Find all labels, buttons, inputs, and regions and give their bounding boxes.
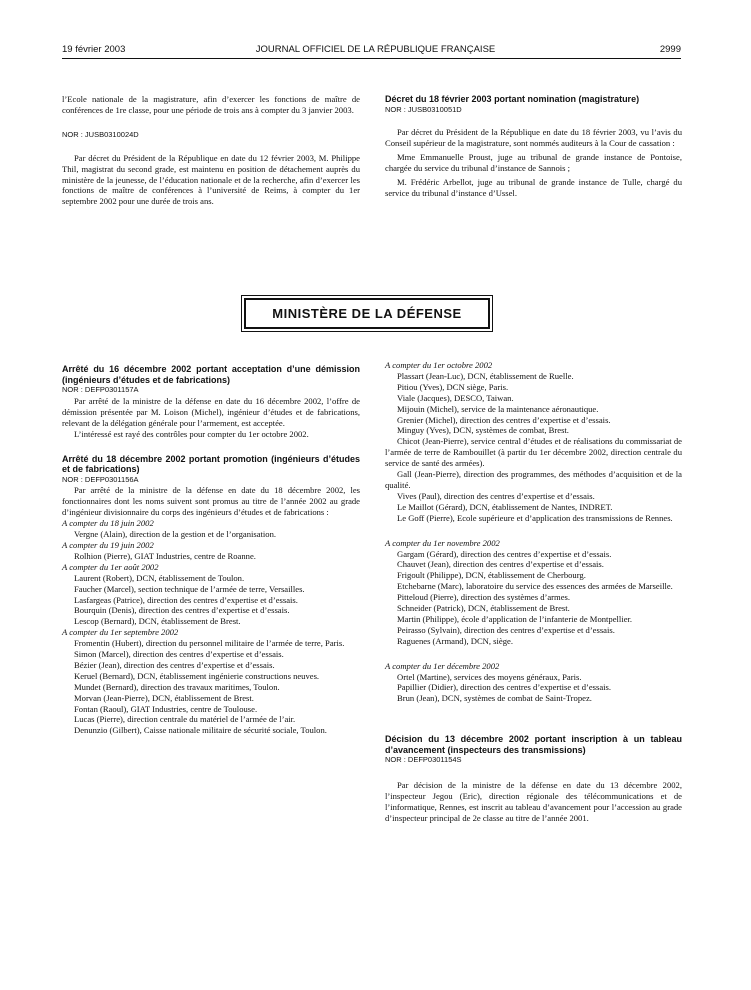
- list-item: Gargam (Gérard), direction des centres d’expertise et d’essais.: [397, 548, 612, 559]
- list-item: Frigoult (Philippe), DCN, établissement de Cherbourg.: [397, 570, 586, 581]
- list-item: Mijouin (Michel), service de la maintenance aéronautique.: [397, 403, 599, 414]
- list-item: Keruel (Bernard), DCN, établissement ingénierie constructions neuves.: [74, 670, 320, 681]
- list-item: Pitteloud (Pierre), direction des systèmes d’armes.: [397, 592, 571, 603]
- top-right-column: [385, 94, 682, 202]
- nor-reference: NOR : DEFP0301157A: [62, 385, 139, 394]
- list-item: Vives (Paul), direction des centres d’expertise et d’essais.: [397, 490, 595, 501]
- list-item: Lasfargeas (Patrice), direction des centres d’expertise et d’essais.: [74, 594, 298, 605]
- effective-date: A compter du 19 juin 2002: [62, 539, 154, 550]
- nor-reference: NOR : DEFP0301156A: [62, 474, 139, 484]
- list-item: Bézier (Jean), direction des centres d’expertise et d’essais.: [74, 659, 275, 670]
- list-item: Ortel (Martine), services des moyens généraux, Paris.: [397, 671, 582, 682]
- list-item: Schneider (Patrick), DCN, établissement de Brest.: [397, 603, 570, 614]
- list-item: Pitiou (Yves), DCN siège, Paris.: [397, 381, 509, 392]
- ministry-heading: MINISTÈRE DE LA DÉFENSE: [244, 298, 490, 329]
- effective-date: A compter du 1er août 2002: [62, 561, 159, 572]
- list-item: Peirasso (Sylvain), direction des centres d’expertise et d’essais.: [397, 624, 615, 635]
- list-item: Fontan (Raoul), GIAT Industries, centre de Toulouse.: [74, 703, 258, 714]
- nor-reference: NOR : JUSB0310051D: [385, 104, 462, 114]
- left-column: [62, 364, 360, 736]
- header-rule: [62, 58, 681, 59]
- list-item: Etchebarne (Marc), laboratoire du service des essences des armées de Marseille.: [397, 581, 673, 592]
- decree-paragraph: Par décret du Président de la République en date du 12 février 2003, M. Philippe Thil, magistrat du second grade, est maintenu en position de détachement auprès du ministère de la jeunesse, de l’éducation nationale et de la recherche, afin d’exercer les fonctions de maître de conférences à l’université de Reims, à compter du 1er septembre 2002 pour une durée de trois ans.: [62, 152, 360, 207]
- list-item: Brun (Jean), DCN, systèmes de combat de Saint-Tropez.: [397, 693, 592, 704]
- header-page-number: 2999: [659, 44, 681, 55]
- decree-paragraph: M. Frédéric Arbellot, juge au tribunal de grande instance de Tulle, chargé du service du tribunal d’instance d’Ussel.: [385, 177, 682, 198]
- list-item: Vergne (Alain), direction de la gestion et de l’organisation.: [74, 529, 277, 540]
- list-item: Faucher (Marcel), section technique de l’armée de terre, Versailles.: [74, 583, 305, 594]
- arrete-title: Arrêté du 16 décembre 2002 portant acceptation d’une démission (ingénieurs d’études et de fabrications): [62, 364, 360, 385]
- top-left-column: [62, 94, 360, 207]
- effective-date: A compter du 18 juin 2002: [62, 518, 154, 529]
- header-date: 19 février 2003: [62, 44, 126, 55]
- list-item: Raguenes (Armand), DCN, siège.: [397, 635, 513, 646]
- decree-paragraph: Mme Emmanuelle Proust, juge au tribunal de grande instance de Pontoise, chargée du service du tribunal d’instance de Sannois ;: [385, 152, 682, 174]
- decision-paragraph: Par décision de la ministre de la défense en date du 13 décembre 2002, l’inspecteur Jegou (Eric), direction régionale des télécommunications et de l’informatique, Rennes, est inscrit au tableau d’avancement pour l’accession au grade d’inspecteur principal de 2e classe au titre de l’année 2001.: [385, 780, 682, 823]
- list-item: Viale (Jacques), DESCO, Taiwan.: [397, 392, 514, 403]
- list-item: Minguy (Yves), DCN, systèmes de combat, Brest.: [397, 425, 569, 436]
- list-item: Rolhion (Pierre), GIAT Industries, centre de Roanne.: [74, 550, 256, 561]
- list-item: Le Maillot (Gérard), DCN, établissement de Nantes, INDRET.: [397, 501, 613, 512]
- list-item: Denunzio (Gilbert), Caisse nationale militaire de sécurité sociale, Toulon.: [74, 725, 327, 736]
- header-journal-title: JOURNAL OFFICIEL DE LA RÉPUBLIQUE FRANÇAISE: [255, 44, 496, 55]
- list-item: Morvan (Jean-Pierre), DCN, établissement de Brest.: [74, 692, 254, 703]
- list-item: Lescop (Bernard), DCN, établissement de Brest.: [74, 616, 241, 627]
- nor-reference: NOR : JUSB0310024D: [62, 129, 139, 139]
- list-item: Bourquin (Denis), direction des centres d’expertise et d’essais.: [74, 605, 290, 616]
- decree-title: Décret du 18 février 2003 portant nomination (magistrature): [385, 94, 640, 104]
- nor-reference: NOR : DEFP0301154S: [385, 755, 462, 765]
- list-item: Chicot (Jean-Pierre), service central d’études et de réalisations du commissariat de l’armée de terre de Rambouillet (à partir du 1er décembre 2002, direction centrale du service de santé des armées).: [385, 436, 682, 469]
- effective-date: A compter du 1er septembre 2002: [62, 627, 179, 638]
- decision-title: Décision du 13 décembre 2002 portant inscription à un tableau d’avancement (inspecteurs des transmissions): [385, 734, 682, 755]
- list-item: Grenier (Michel), direction des centres d’expertise et d’essais.: [397, 414, 611, 425]
- effective-date: A compter du 1er décembre 2002: [385, 660, 500, 671]
- arrete-paragraph: Par arrêté de la ministre de la défense en date du 18 décembre 2002, les fonctionnaires dont les noms suivent sont promus au titre de l’année 2002 au grade d’ingénieur divisionnaire du corps des ingénieurs d’études et de fabrications :: [62, 485, 360, 518]
- list-item: Le Goff (Pierre), Ecole supérieure et d’application des transmissions de Rennes.: [397, 512, 673, 523]
- list-item: Lucas (Pierre), direction centrale du matériel de l’armée de l’air.: [74, 714, 296, 725]
- right-column: [385, 360, 682, 824]
- effective-date: A compter du 1er novembre 2002: [385, 537, 500, 548]
- list-item: Plassart (Jean-Luc), DCN, établissement de Ruelle.: [397, 370, 574, 381]
- list-item: Martin (Philippe), école d’application de l’infanterie de Montpellier.: [397, 613, 633, 624]
- continuation-text: l’Ecole nationale de la magistrature, afin d’exercer les fonctions de maître de conférences de 1re classe, pour une période de trois ans à compter du 3 janvier 2003.: [62, 94, 360, 115]
- list-item: Chauvet (Jean), direction des centres d’expertise et d’essais.: [397, 559, 604, 570]
- arrete-paragraph: Par arrêté de la ministre de la défense en date du 16 décembre 2002, l’offre de démission présentée par M. Loison (Michel), ingénieur d’études et de fabrications, relevant de la délégation générale pour l’armement, est acceptée.: [62, 395, 360, 428]
- effective-date: A compter du 1er octobre 2002: [385, 360, 493, 370]
- list-item: Gall (Jean-Pierre), direction des programmes, des méthodes d’acquisition et de la qualité.: [385, 469, 682, 490]
- decree-paragraph: Par décret du Président de la République en date du 18 février 2003, vu l’avis du Conseil supérieur de la magistrature, sont nommés auditeurs à la Cour de cassation :: [385, 127, 682, 149]
- list-item: Fromentin (Hubert), direction du personnel militaire de l’armée de terre, Paris.: [74, 638, 345, 649]
- list-item: Laurent (Robert), DCN, établissement de Toulon.: [74, 572, 245, 583]
- list-item: Papillier (Didier), direction des centres d’expertise et d’essais.: [397, 682, 612, 693]
- arrete-paragraph: L’intéressé est rayé des contrôles pour compter du 1er octobre 2002.: [74, 428, 309, 439]
- list-item: Simon (Marcel), direction des centres d’expertise et d’essais.: [74, 649, 284, 660]
- arrete-title: Arrêté du 18 décembre 2002 portant promotion (ingénieurs d’études et de fabrications): [62, 453, 360, 475]
- list-item: Mundet (Bernard), direction des travaux maritimes, Toulon.: [74, 681, 280, 692]
